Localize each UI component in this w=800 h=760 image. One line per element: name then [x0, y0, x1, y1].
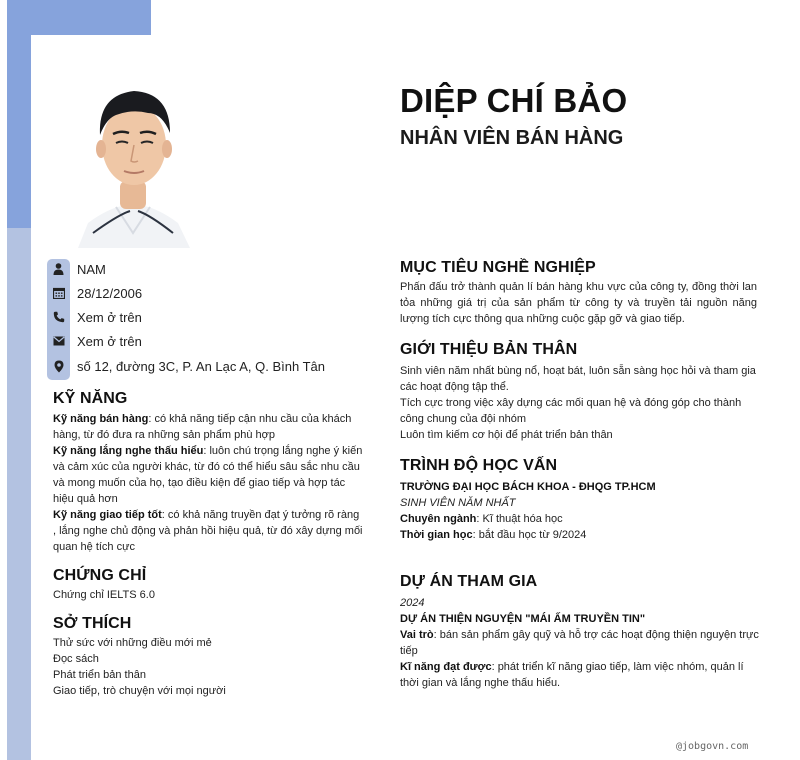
address-text: số 12, đường 3C, P. An Lạc A, Q. Bình Tân [77, 358, 326, 374]
phone-icon [47, 305, 70, 329]
education-heading: TRÌNH ĐỘ HỌC VẤN [400, 457, 558, 474]
contact-birthday [47, 281, 347, 305]
about-section [400, 363, 762, 443]
gender-text: NAM [77, 261, 106, 277]
education-time: Thời gian học: bắt đầu học từ 9/2024 [400, 529, 587, 541]
calendar-icon [47, 281, 70, 305]
contact-phone [47, 305, 347, 329]
contact-gender [47, 257, 347, 281]
hobby-item: Đọc sách [53, 653, 99, 665]
certificates-list [53, 587, 353, 603]
hobby-item: Giao tiếp, trò chuyện với mọi người [53, 685, 226, 697]
hobbies-list [53, 635, 353, 699]
project-year: 2024 [400, 597, 425, 609]
birthday-text: 28/12/2006 [77, 285, 143, 301]
hobby-item: Phát triển bản thân [53, 669, 146, 681]
certificate-item: Chứng chỉ IELTS 6.0 [53, 589, 155, 601]
phone-text: Xem ở trên [77, 309, 142, 325]
projects-section [400, 595, 765, 691]
education-section [400, 479, 762, 543]
skill-item: Kỹ năng giao tiếp tốt: có khả năng truyền đạt ý tưởng rõ ràng , lắng nghe chủ động và phản hồi hiệu quả, từ đó xây dựng mối quan hệ tích cực [53, 509, 363, 553]
job-title: NHÂN VIÊN BÁN HÀNG [400, 127, 624, 149]
hobby-item: Thử sức với những điều mới mẻ [53, 637, 212, 649]
skill-item: Kỹ năng bán hàng: có khả năng tiếp cận nhu cầu của khách hàng, từ đó đưa ra những sản phẩm phù hợp [53, 413, 352, 441]
about-line: Tích cực trong việc xây dựng các mối quan hệ và đóng góp cho thành công chung của đội nhóm [400, 397, 742, 425]
skills-heading: KỸ NĂNG [53, 390, 128, 407]
skills-list [53, 411, 363, 555]
skill-item: Kỹ năng lắng nghe thấu hiểu: luôn chú trọng lắng nghe ý kiến và cảm xúc của người khác, từ đó có thể hiểu sâu sắc nhu cầu và mong muốn của họ, tạo điều kiện để giao tiếp và hợp tác hiệu quả hơn [53, 445, 363, 505]
contact-address [47, 354, 347, 378]
user-icon [47, 257, 70, 281]
about-line: Sinh viên năm nhất bùng nổ, hoạt bát, luôn sẵn sàng học hỏi và tham gia các hoạt động tập thể. [400, 365, 756, 393]
project-role: Vai trò: bán sản phẩm gây quỹ và hỗ trợ các hoạt động thiện nguyện trực tiếp [400, 629, 759, 657]
watermark: @jobgovn.com [676, 741, 749, 752]
profile-photo [58, 83, 208, 248]
project-name: DỰ ÁN THIỆN NGUYỆN "MÁI ẤM TRUYỀN TIN" [400, 613, 646, 625]
objective-section [400, 279, 757, 327]
projects-heading: DỰ ÁN THAM GIA [400, 573, 538, 590]
objective-text: Phấn đấu trở thành quản lí bán hàng khu vực của công ty, đồng thời lan tỏa những giá trị của sản phẩm từ công ty và truyền tải nguồn năng lượng tích cực thông qua những cuộc gặp gỡ và giao tiếp. [400, 281, 757, 325]
about-line: Luôn tìm kiếm cơ hội để phát triển bản thân [400, 429, 613, 441]
education-level: SINH VIÊN NĂM NHẤT [400, 497, 516, 509]
hobbies-heading: SỞ THÍCH [53, 615, 132, 632]
education-major: Chuyên ngành: Kĩ thuật hóa học [400, 513, 563, 525]
location-icon [47, 354, 70, 378]
about-heading: GIỚI THIỆU BẢN THÂN [400, 341, 578, 358]
candidate-name: DIỆP CHÍ BẢO [400, 82, 628, 119]
objective-heading: MỤC TIÊU NGHỀ NGHIỆP [400, 259, 596, 276]
mail-icon [47, 329, 70, 353]
contact-email [47, 329, 347, 353]
school-name: TRƯỜNG ĐẠI HỌC BÁCH KHOA - ĐHQG TP.HCM [400, 481, 656, 493]
certificates-heading: CHỨNG CHỈ [53, 567, 147, 584]
project-skills: Kĩ năng đạt được: phát triển kĩ năng giao tiếp, làm việc nhóm, quản lí thời gian và lắng nghe thấu hiểu. [400, 661, 744, 689]
email-text: Xem ở trên [77, 333, 142, 349]
